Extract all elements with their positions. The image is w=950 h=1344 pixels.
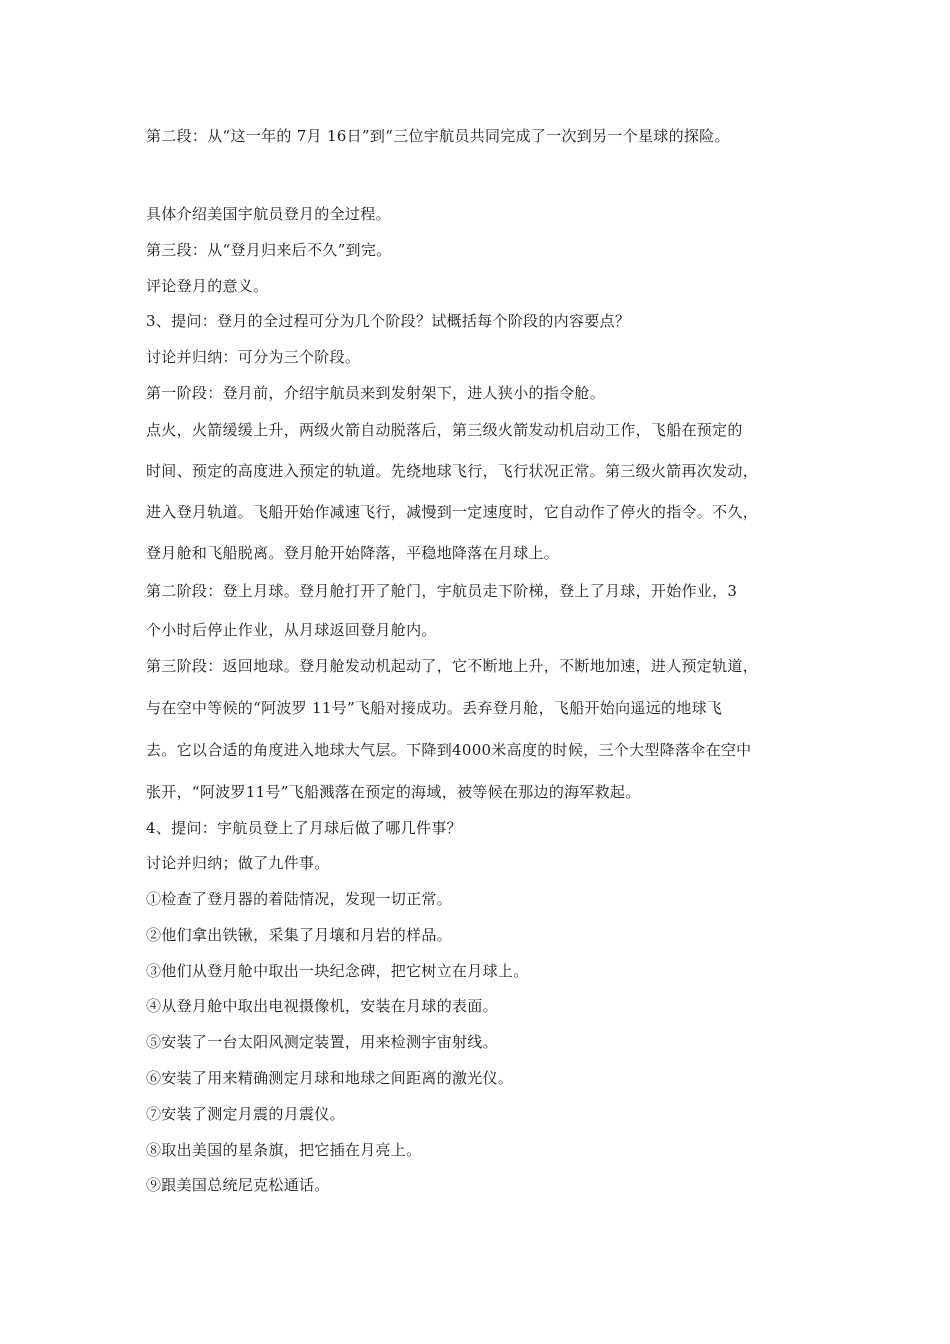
list-item: ⑧取出美国的星条旗，把它插在月亮上。 [146,1141,422,1159]
list-item: ⑤安装了一台太阳风测定装置，用来检测宇宙射线。 [146,1033,498,1051]
list-item: ①检查了登月器的着陆情况，发现一切正常。 [146,890,453,908]
paragraph-line: 去。它以合适的角度进入地球大气层。下降到4000米高度的时候，三个大型降落伞在空中 [146,741,752,759]
list-item: ④从登月舱中取出电视摄像机，安装在月球的表面。 [146,997,498,1015]
paragraph-line: 个小时后停止作业，从月球返回登月舱内。 [146,621,437,639]
paragraph-line: 第三阶段：返回地球。登月舱发动机起动了，它不断地上升，不断地加速，进人预定轨道， [146,657,759,675]
paragraph-line: 点火，火箭缓缓上升，两级火箭自动脱落后，第三级火箭发动机启动工作，飞船在预定的 [146,421,743,439]
paragraph-line: 讨论并归纳：可分为三个阶段。 [146,348,361,366]
list-item: ③他们从登月舱中取出一块纪念碑，把它树立在月球上。 [146,962,529,980]
paragraph-line: 讨论并归纳；做了九件事。 [146,854,330,872]
paragraph-line: 4、提问：宇航员登上了月球后做了哪几件事？ [146,819,462,837]
paragraph-line: 进入登月轨道。飞船开始作减速飞行，减慢到一定速度时，它自动作了停火的指令。不久， [146,503,759,521]
paragraph-line: 与在空中等候的“阿波罗 11号”飞船对接成功。丢弃登月舱，飞船开始向遥远的地球飞 [146,699,723,717]
list-item: ⑦安装了测定月震的月震仪。 [146,1105,345,1123]
paragraph-line: 第一阶段：登月前，介绍宇航员来到发射架下，进人狭小的指令舱。 [146,384,606,402]
list-item: ⑥安装了用来精确测定月球和地球之间距离的激光仪。 [146,1069,514,1087]
paragraph-line: 时间、预定的高度进入预定的轨道。先绕地球飞行，飞行状况正常。第三级火箭再次发动， [146,462,759,480]
paragraph-line: 第二段：从“这一年的 7月 16日”到“三位宇航员共同完成了一次到另一个星球的探险。 [146,127,730,145]
paragraph-line: 3、提问：登月的全过程可分为几个阶段？试概括每个阶段的内容要点？ [146,312,631,330]
paragraph-line: 张开，“阿波罗11号”飞船溅落在预定的海域，被等候在那边的海军救起。 [146,783,641,801]
paragraph-line: 第三段：从“登月归来后不久”到完。 [146,241,392,259]
paragraph-line: 登月舱和飞船脱离。登月舱开始降落，平稳地降落在月球上。 [146,544,560,562]
list-item: ⑨跟美国总统尼克松通话。 [146,1176,330,1194]
paragraph-line: 具体介绍美国宇航员登月的全过程。 [146,205,391,223]
list-item: ②他们拿出铁锹，采集了月壤和月岩的样品。 [146,926,453,944]
paragraph-line: 评论登月的意义。 [146,277,269,295]
paragraph-line: 第二阶段：登上月球。登月舱打开了舱门，宇航员走下阶梯，登上了月球，开始作业，3 [146,582,738,600]
